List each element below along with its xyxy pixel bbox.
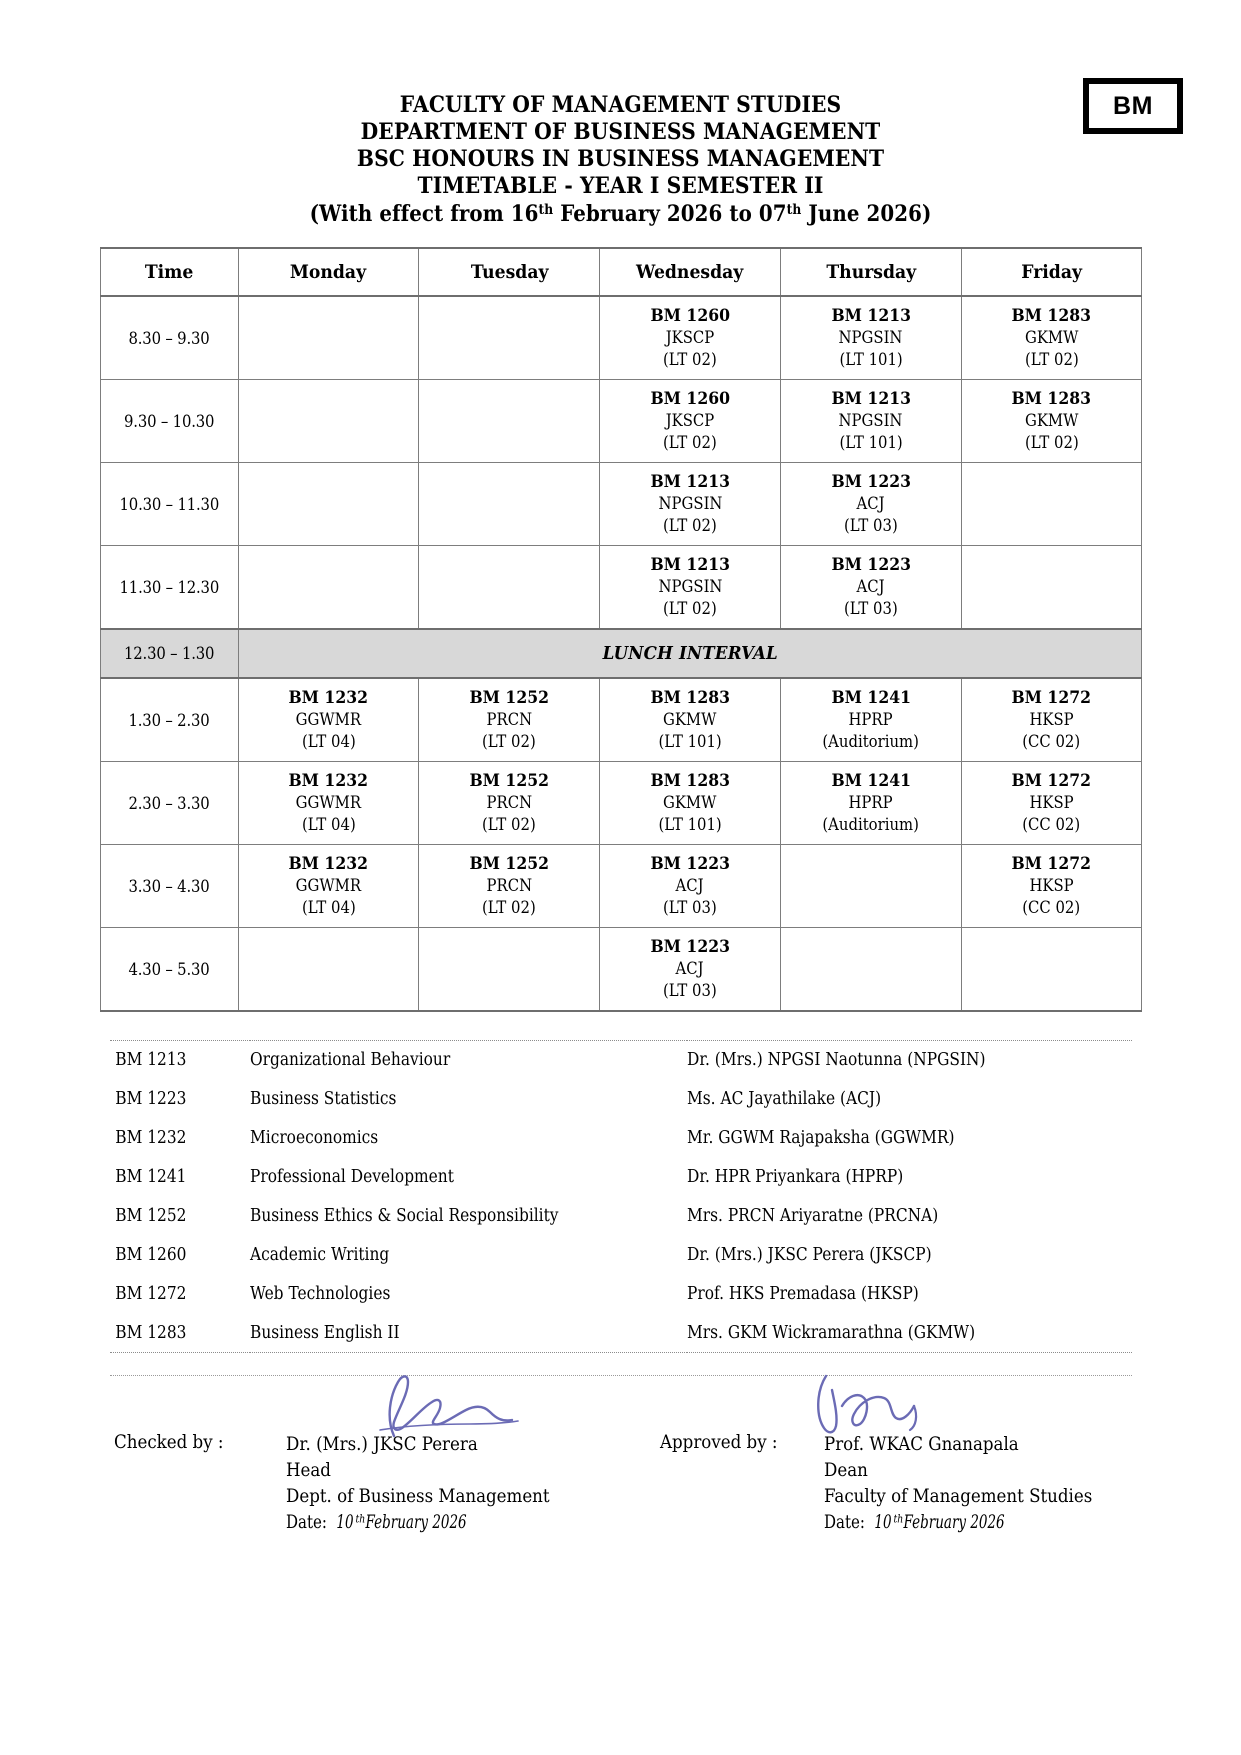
- slot-lecturer-code: PRCN: [486, 793, 532, 813]
- slot-course-code: BM 1232: [288, 770, 369, 791]
- legend-row: [110, 1041, 1132, 1080]
- time-label: 8.30 – 9.30: [128, 328, 210, 348]
- slot-lecturer-code: ACJ: [675, 959, 705, 979]
- slot-lecturer-code: HKSP: [1029, 710, 1074, 730]
- department-title: DEPARTMENT OF BUSINESS MANAGEMENT: [360, 119, 881, 145]
- slot-lecturer-code: JKSCP: [665, 411, 715, 431]
- timetable-body: [100, 296, 1142, 1011]
- approved-by-date-value: 10 $^{th}$February 2026: [874, 1511, 1005, 1533]
- slot-room: (LT 101): [839, 349, 903, 369]
- column-header-wednesday-label: Wednesday: [636, 261, 744, 283]
- legend-course-code: BM 1232: [110, 1119, 250, 1158]
- time-label: 9.30 – 10.30: [123, 411, 215, 431]
- timetable-row: [100, 678, 1142, 762]
- column-header-friday-label: Friday: [1021, 261, 1082, 283]
- timetable-slot: [419, 678, 600, 762]
- checked-by-date-value: 10 $^{th}$February 2026: [336, 1511, 467, 1533]
- slot-course-code: BM 1213: [831, 388, 911, 409]
- column-header-time-label: Time: [144, 261, 194, 283]
- approved-by-department: Faculty of Management Studies: [823, 1486, 1092, 1507]
- timetable-slot: [600, 296, 781, 380]
- checked-by-details: [286, 1432, 579, 1536]
- timetable-slot: [419, 296, 600, 380]
- slot-course-code: BM 1223: [650, 853, 730, 874]
- timetable-slot: [238, 296, 419, 380]
- column-header-monday-label: Monday: [290, 261, 367, 283]
- legend-course-name: Professional Development: [250, 1158, 687, 1197]
- legend-lecturer: Prof. HKS Premadasa (HKSP): [687, 1275, 1132, 1314]
- timetable-slot: [780, 845, 961, 928]
- slot-lecturer-code: HKSP: [1029, 876, 1074, 896]
- slot-lecturer-code: NPGSIN: [658, 494, 722, 514]
- timetable-slot: [961, 296, 1142, 380]
- timetable-slot: [238, 463, 419, 546]
- slot-course-code: BM 1223: [650, 936, 730, 957]
- effective-sup-2: th: [786, 202, 802, 219]
- column-header-thursday-label: Thursday: [825, 261, 916, 283]
- timetable-row: [100, 380, 1142, 463]
- time-label: 10.30 – 11.30: [119, 494, 219, 514]
- slot-lecturer-code: GKMW: [1024, 411, 1079, 431]
- degree-title: BSC HONOURS IN BUSINESS MANAGEMENT: [356, 146, 885, 172]
- slot-lecturer-code: ACJ: [675, 876, 705, 896]
- slot-course-code: BM 1241: [831, 770, 911, 791]
- legend-course-code: BM 1252: [110, 1197, 250, 1236]
- timetable-slot: [780, 678, 961, 762]
- timetable-slot: [961, 463, 1142, 546]
- slot-room: (CC 02): [1022, 897, 1081, 917]
- legend-lecturer: Ms. AC Jayathilake (ACJ): [687, 1080, 1132, 1119]
- slot-course-code: BM 1260: [650, 305, 730, 326]
- slot-course-code: BM 1283: [1011, 388, 1092, 409]
- legend-lecturer: Dr. (Mrs.) NPGSI Naotunna (NPGSIN): [687, 1041, 1132, 1080]
- slot-lecturer-code: GGWMR: [295, 710, 362, 730]
- timetable-slot: [961, 380, 1142, 463]
- slot-course-code: BM 1283: [650, 770, 730, 791]
- checked-by-department: Dept. of Business Management: [285, 1486, 550, 1507]
- timetable-head: [100, 248, 1142, 296]
- timetable-table: [100, 247, 1143, 1012]
- legend-lecturer: Mr. GGWM Rajapaksha (GGWMR): [687, 1119, 1132, 1158]
- approved-by-block: [660, 1432, 1142, 1536]
- timetable-slot: [238, 845, 419, 928]
- slot-course-code: BM 1272: [1011, 687, 1092, 708]
- timetable-slot: [238, 380, 419, 463]
- slot-course-code: BM 1223: [831, 554, 911, 575]
- legend-course-code: BM 1223: [110, 1080, 250, 1119]
- timetable-row: [100, 845, 1142, 928]
- legend-course-code: BM 1260: [110, 1236, 250, 1275]
- slot-lecturer-code: NPGSIN: [838, 328, 903, 348]
- legend-course-name: Business English II: [250, 1314, 687, 1353]
- slot-course-code: BM 1272: [1011, 770, 1092, 791]
- signature-checked-icon: [350, 1366, 540, 1440]
- legend-course-code: BM 1241: [110, 1158, 250, 1197]
- legend-row: [110, 1197, 1132, 1236]
- timetable-time-slot: [100, 546, 238, 630]
- timetable-slot: [780, 463, 961, 546]
- slot-room: (LT 02): [663, 598, 717, 618]
- timetable-time-slot: [100, 380, 238, 463]
- slot-room: (LT 03): [843, 515, 898, 535]
- column-header-monday: [238, 248, 419, 296]
- slot-course-code: BM 1241: [831, 687, 911, 708]
- slot-room: (LT 04): [301, 814, 356, 834]
- slot-room: (LT 03): [663, 897, 717, 917]
- slot-lecturer-code: NPGSIN: [838, 411, 903, 431]
- slot-course-code: BM 1252: [469, 687, 549, 708]
- legend-course-code: BM 1272: [110, 1275, 250, 1314]
- slot-room: (Auditorium): [822, 814, 920, 834]
- timetable-slot: [419, 928, 600, 1012]
- legend-course-name: Organizational Behaviour: [250, 1041, 687, 1080]
- slot-lecturer-code: GKMW: [663, 793, 717, 813]
- slot-room: (LT 04): [301, 731, 356, 751]
- timetable-slot: [961, 928, 1142, 1012]
- slot-lecturer-code: GGWMR: [295, 876, 362, 896]
- slot-room: (LT 03): [663, 980, 717, 1000]
- legend-row: [110, 1080, 1132, 1119]
- timetable-time-slot: [100, 463, 238, 546]
- timetable-slot: [238, 546, 419, 630]
- slot-course-code: BM 1223: [831, 471, 911, 492]
- time-label: 12.30 – 1.30: [123, 644, 215, 663]
- signature-approved-icon: [798, 1366, 988, 1440]
- timetable-slot: [419, 845, 600, 928]
- slot-room: (LT 02): [482, 731, 537, 751]
- slot-course-code: BM 1260: [650, 388, 730, 409]
- time-label: 2.30 – 3.30: [128, 793, 210, 813]
- timetable-row: [100, 928, 1142, 1012]
- timetable-time-slot: [100, 845, 238, 928]
- slot-room: (LT 101): [839, 432, 903, 452]
- slot-lecturer-code: ACJ: [856, 577, 885, 597]
- approved-by-label: Approved by :: [659, 1432, 778, 1453]
- legend-course-code: BM 1213: [110, 1041, 250, 1080]
- timetable-slot: [780, 928, 961, 1012]
- slot-room: (LT 02): [482, 814, 537, 834]
- column-header-tuesday-label: Tuesday: [470, 261, 548, 283]
- timetable-slot: [600, 928, 781, 1012]
- column-header-time: [100, 248, 238, 296]
- timetable-slot: [780, 380, 961, 463]
- signature-section: [100, 1432, 1142, 1536]
- slot-lecturer-code: ACJ: [856, 494, 885, 514]
- time-label: 11.30 – 12.30: [119, 577, 219, 597]
- timetable-slot: [600, 845, 781, 928]
- slot-course-code: BM 1213: [650, 471, 730, 492]
- timetable-slot: [600, 678, 781, 762]
- slot-course-code: BM 1232: [288, 687, 369, 708]
- slot-room: (LT 02): [482, 897, 537, 917]
- checked-by-block: [100, 1432, 660, 1536]
- slot-room: (CC 02): [1022, 731, 1081, 751]
- slot-lecturer-code: NPGSIN: [658, 577, 722, 597]
- course-legend: [110, 1040, 1132, 1353]
- effective-sup-1: th: [538, 202, 554, 219]
- document-header: [0, 0, 1241, 229]
- slot-room: (LT 02): [663, 515, 717, 535]
- legend-row: [110, 1119, 1132, 1158]
- legend-row: [110, 1236, 1132, 1275]
- bm-logo-label: BM: [1113, 91, 1153, 120]
- column-header-friday: [961, 248, 1142, 296]
- slot-course-code: BM 1213: [650, 554, 730, 575]
- slot-lecturer-code: PRCN: [486, 876, 532, 896]
- column-header-wednesday: [600, 248, 781, 296]
- timetable-slot: [961, 546, 1142, 630]
- lunch-interval-label: LUNCH INTERVAL: [238, 629, 1142, 678]
- slot-room: (LT 02): [663, 349, 717, 369]
- legend-course-name: Web Technologies: [250, 1275, 687, 1314]
- slot-lecturer-code: JKSCP: [665, 328, 715, 348]
- legend-course-name: Business Ethics & Social Responsibility: [250, 1197, 687, 1236]
- timetable-row: [100, 463, 1142, 546]
- timetable-time-slot: [100, 678, 238, 762]
- timetable-slot: [600, 762, 781, 845]
- legend-row: [110, 1275, 1132, 1314]
- timetable-container: [100, 247, 1142, 1012]
- timetable-time-slot: [100, 762, 238, 845]
- timetable-header-row: [100, 248, 1142, 296]
- timetable-slot: [961, 762, 1142, 845]
- slot-room: (LT 02): [1024, 432, 1079, 452]
- timetable-row: [100, 546, 1142, 630]
- slot-room: (LT 03): [843, 598, 898, 618]
- slot-lecturer-code: HPRP: [848, 710, 893, 730]
- timetable-title: TIMETABLE - YEAR I SEMESTER II: [417, 173, 824, 199]
- timetable-slot: [238, 928, 419, 1012]
- slot-lecturer-code: GKMW: [1024, 328, 1079, 348]
- timetable-time-slot: [100, 928, 238, 1012]
- legend-lecturer: Mrs. GKM Wickramarathna (GKMW): [687, 1314, 1132, 1353]
- slot-course-code: BM 1283: [650, 687, 730, 708]
- timetable-time-slot: [100, 629, 238, 678]
- slot-room: (LT 02): [663, 432, 717, 452]
- timetable-slot: [780, 762, 961, 845]
- slot-course-code: BM 1272: [1011, 853, 1092, 874]
- timetable-slot: [419, 546, 600, 630]
- slot-room: (LT 101): [658, 731, 722, 751]
- slot-course-code: BM 1252: [469, 853, 549, 874]
- legend-course-code: BM 1283: [110, 1314, 250, 1353]
- timetable-slot: [600, 546, 781, 630]
- slot-room: (CC 02): [1022, 814, 1081, 834]
- slot-course-code: BM 1213: [831, 305, 911, 326]
- legend-row: [110, 1314, 1132, 1353]
- slot-room: (Auditorium): [822, 731, 920, 751]
- slot-room: (LT 04): [301, 897, 356, 917]
- slot-course-code: BM 1232: [288, 853, 369, 874]
- legend-course-name: Academic Writing: [250, 1236, 687, 1275]
- course-legend-table: [110, 1040, 1132, 1353]
- legend-course-name: Business Statistics: [250, 1080, 687, 1119]
- slot-course-code: BM 1283: [1011, 305, 1092, 326]
- timetable-slot: [419, 463, 600, 546]
- slot-course-code: BM 1252: [469, 770, 549, 791]
- checked-by-label: Checked by :: [113, 1432, 224, 1453]
- timetable-time-slot: [100, 296, 238, 380]
- checked-by-title: Head: [285, 1460, 331, 1481]
- legend-lecturer: Mrs. PRCN Ariyaratne (PRCNA): [687, 1197, 1132, 1236]
- legend-course-name: Microeconomics: [250, 1119, 687, 1158]
- effective-suffix: June 2026): [801, 201, 932, 227]
- approved-by-details: [824, 1432, 1122, 1536]
- effective-mid: February 2026 to 07: [553, 201, 787, 227]
- approved-by-name: Prof. WKAC Gnanapala: [823, 1434, 1019, 1455]
- slot-lecturer-code: PRCN: [486, 710, 532, 730]
- timetable-slot: [961, 845, 1142, 928]
- effective-prefix: (With effect from 16: [309, 201, 539, 227]
- timetable-slot: [238, 678, 419, 762]
- time-label: 1.30 – 2.30: [128, 710, 210, 730]
- approved-by-title: Dean: [823, 1460, 868, 1481]
- slot-lecturer-code: HKSP: [1029, 793, 1074, 813]
- slot-lecturer-code: GGWMR: [295, 793, 362, 813]
- timetable-slot: [780, 546, 961, 630]
- column-header-thursday: [780, 248, 961, 296]
- time-label: 4.30 – 5.30: [128, 959, 210, 979]
- slot-room: (LT 101): [658, 814, 722, 834]
- legend-lecturer: Dr. HPR Priyankara (HPRP): [687, 1158, 1132, 1197]
- time-label: 3.30 – 4.30: [128, 876, 210, 896]
- approved-by-date: Date: 10 $^{th}$February 2026: [824, 1510, 1122, 1536]
- legend-row: [110, 1158, 1132, 1197]
- course-legend-body: [110, 1041, 1132, 1353]
- timetable-slot: [600, 380, 781, 463]
- bm-logo: [1083, 78, 1183, 134]
- timetable-slot: [238, 762, 419, 845]
- checked-by-date: Date: 10 $^{th}$February 2026: [286, 1510, 579, 1536]
- faculty-title: FACULTY OF MANAGEMENT STUDIES: [399, 92, 842, 118]
- slot-lecturer-code: HPRP: [848, 793, 893, 813]
- slot-room: (LT 02): [1024, 349, 1079, 369]
- timetable-slot: [961, 678, 1142, 762]
- timetable-slot: [419, 762, 600, 845]
- timetable-row: [100, 296, 1142, 380]
- timetable-slot: [600, 463, 781, 546]
- checked-by-name: Dr. (Mrs.) JKSC Perera: [285, 1434, 478, 1455]
- timetable-slot: [780, 296, 961, 380]
- lunch-interval-row: [100, 629, 1142, 678]
- timetable-slot: [419, 380, 600, 463]
- timetable-row: [100, 762, 1142, 845]
- legend-lecturer: Dr. (Mrs.) JKSC Perera (JKSCP): [687, 1236, 1132, 1275]
- column-header-tuesday: [419, 248, 600, 296]
- slot-lecturer-code: GKMW: [663, 710, 717, 730]
- effective-period: [62, 200, 1179, 229]
